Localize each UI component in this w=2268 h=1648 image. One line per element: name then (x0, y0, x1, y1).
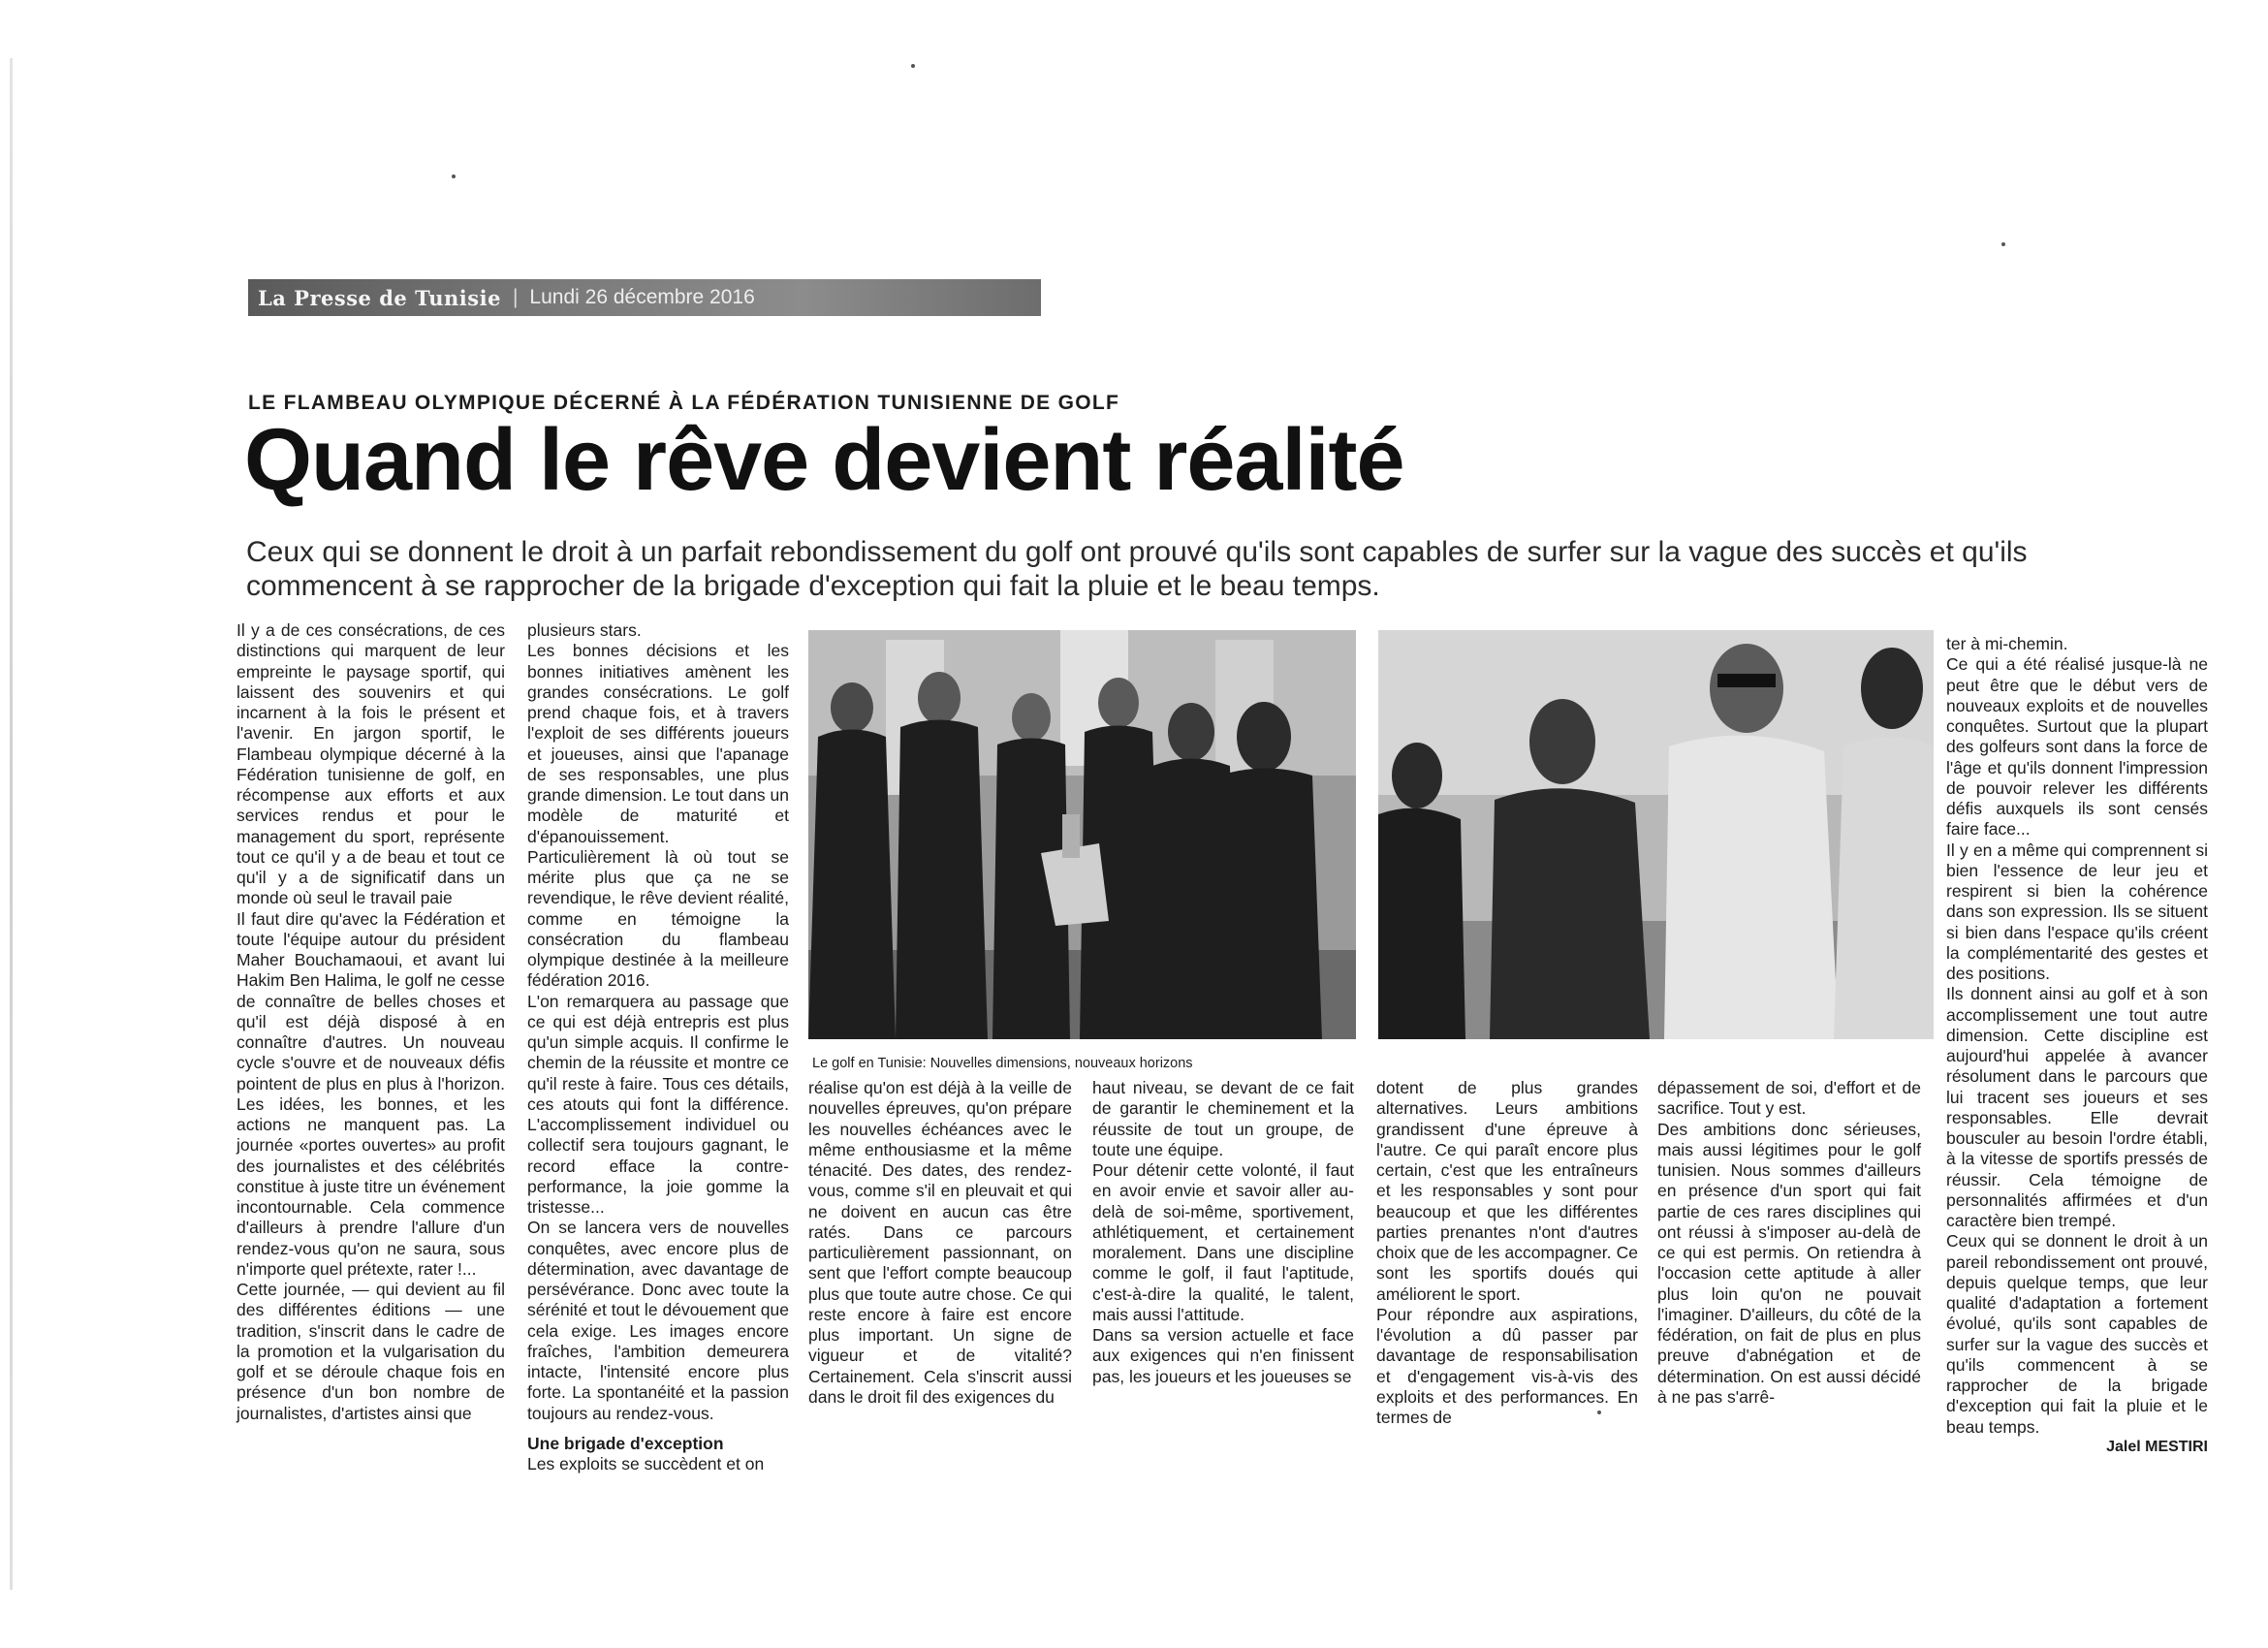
subheading: Une brigade d'exception (527, 1433, 724, 1453)
text-column-5 (1376, 1078, 1638, 1427)
paragraph: plusieurs stars. (527, 620, 642, 640)
paragraph: Il y a de ces consécrations, de ces distinctions qui marquent de leur empreinte le paysage sportif, qui laissent des souvenirs et qui incarnent à la fois le présent et l'avenir. En jargon sportif, le Flambeau olympique décerné à la Fédération tunisienne de golf, en récompense aux efforts et aux services rendus et pour le management du sport, représente tout ce qu'il y a de beau et tout ce qu'il y a de significatif dans un monde où seul le travail paie (236, 620, 505, 908)
paragraph: Des ambitions donc sérieuses, mais aussi légitimes pour le golf tunisien. Nous sommes d'ailleurs en présence d'un sport qui fait partie de ces rares disciplines qui ont réussi à s'imposer au-delà de ce qui est permis. On retiendra à l'occasion cette aptitude à aller plus loin qu'on ne pouvait l'imaginer. D'ailleurs, du côté de la fédération, on fait de plus en plus preuve d'abnégation et de détermination. On est aussi décidé à ne pas s'arrê- (1657, 1119, 1921, 1407)
paragraph: Ceux qui se donnent le droit à un pareil rebondissement ont prouvé, depuis quelque temps, que leur qualité d'adaptation a fortement évolué, qu'ils sont capables de surfer sur la vague des succès et qu'ils commencent à se rapprocher de la brigade d'exception qui fait la pluie et le beau temps. (1946, 1231, 2208, 1437)
article-kicker: LE FLAMBEAU OLYMPIQUE DÉCERNÉ À LA FÉDÉRATION TUNISIENNE DE GOLF (248, 392, 1120, 414)
newspaper-name: La Presse de Tunisie (258, 285, 501, 310)
photo-golfers (1378, 630, 1934, 1039)
scan-speck (452, 174, 456, 178)
text-column-3 (808, 1078, 1072, 1407)
paragraph: Dans sa version actuelle et face aux exigences qui n'en finissent pas, les joueurs et les joueuses se (1092, 1325, 1354, 1386)
text-column-4 (1092, 1078, 1354, 1386)
paragraph: Cette journée, — qui devient au fil des différentes éditions — une tradition, s'inscrit dans le cadre de la promotion et la vulgarisation du golf et se déroule chaque fois en présence d'un bon nombre de journalistes, d'artistes ainsi que (236, 1280, 505, 1423)
paragraph: Pour répondre aux aspirations, l'évolution a dû passer par davantage de responsabilisation et d'engagement vis-à-vis des exploits et des performances. En termes de (1376, 1304, 1638, 1427)
article-headline: Quand le rêve devient réalité (244, 412, 1404, 509)
article-lead: Ceux qui se donnent le droit à un parfait rebondissement du golf ont prouvé qu'ils sont capables de surfer sur la vague des succès et qu'ils commencent à se rapprocher de la brigade d'exception qui fait la pluie et le beau temps. (246, 536, 2028, 603)
text-column-6 (1657, 1078, 1921, 1407)
paragraph: Il faut dire qu'avec la Fédération et toute l'équipe autour du président Maher Bouchamaoui, et avant lui Hakim Ben Halima, le golf ne cesse de connaître de belles choses et qu'il est déjà disposé à en connaître d'autres. Un nouveau cycle s'ouvre et de nouveaux défis pointent de plus en plus à l'horizon. Les idées, les bonnes, et les actions ne manquent pas. La journée «portes ouvertes» au profit des journalistes et des célébrités constitue à juste titre un événement incontournable. Cela commence d'ailleurs à prendre l'allure d'un rendez-vous qu'on ne saura, sous n'importe quel prétexte, rater !... (236, 908, 505, 1279)
paragraph: dotent de plus grandes alternatives. Leurs ambitions grandissent d'une épreuve à l'autre. Ce qui paraît encore plus certain, c'est que les entraîneurs et les responsables y sont pour beaucoup et que les différentes parties prenantes n'ont d'autres choix que de les accompagner. Ce sont les sportifs doués qui améliorent le sport. (1376, 1078, 1638, 1304)
text-column-7 (1946, 634, 2208, 1455)
masthead-separator: | (512, 286, 519, 308)
paragraph: Il y en a même qui comprennent si bien l'essence de leur jeu et respirent si bien la cohérence dans son expression. Ils se situent si bien dans l'espace qu'ils créent la complémentarité des gestes et des positions. (1946, 840, 2208, 983)
issue-date: Lundi 26 décembre 2016 (529, 286, 755, 308)
masthead-banner (248, 279, 1041, 316)
author-signature: Jalel MESTIRI (2106, 1438, 2208, 1455)
scan-speck (2001, 242, 2005, 246)
paragraph: On se lancera vers de nouvelles conquêtes, avec encore plus de détermination, avec davantage de persévérance. Donc avec toute la sérénité et tout le dévouement que cela exige. Les images encore fraîches, l'ambition demeurera intacte, l'intensité encore plus forte. La spontanéité et la passion toujours au rendez-vous. (527, 1218, 789, 1423)
paragraph: Ce qui a été réalisé jusque-là ne peut être que le début vers de nouveaux exploits et de nouvelles conquêtes. Surtout que la plupart des golfeurs sont dans la force de l'âge et qu'ils donnent l'impression de pouvoir relever les différents défis auxquels ils sont censés faire face... (1946, 654, 2208, 840)
photo-caption: Le golf en Tunisie: Nouvelles dimensions, nouveaux horizons (812, 1056, 1193, 1071)
text-column-2 (527, 620, 789, 1474)
photo-trophy-group (808, 630, 1356, 1039)
text-column-1 (236, 620, 505, 1423)
paragraph: Les bonnes décisions et les bonnes initiatives amènent les grandes consécrations. Le golf prend chaque fois, et à travers l'exploit de ses différents joueurs et joueuses, ainsi que l'apanage de ses responsables, une plus grande dimension. Le tout dans un modèle de maturité et d'épanouissement. Particulièrement là où tout se mérite plus que ça ne se revendique, le rêve devient réalité, comme en témoigne la consécration du flambeau olympique destinée à la meilleure fédération 2016. (527, 641, 789, 991)
paragraph: réalise qu'on est déjà à la veille de nouvelles épreuves, qu'on prépare les nouvelles échéances avec le même enthousiasme et la même ténacité. Des dates, des rendez-vous, comme s'il en pleuvait et qui ne doivent en aucun cas être ratés. Dans ce parcours particulièrement passionnant, on sent que l'effort compte beaucoup plus que toute autre chose. Ce qui reste encore à faire est encore plus important. Un signe de vigueur et de vitalité? Certainement. Cela s'inscrit aussi dans le droit fil des exigences du (808, 1078, 1072, 1407)
paragraph: Ils donnent ainsi au golf et à son accomplissement une tout autre dimension. Cette discipline est aujourd'hui appelée à avancer résolument dans le parcours que lui tracent ses joueurs et ses responsables. Elle devrait bousculer au besoin l'ordre établi, à la vitesse de sportifs pressés de réussir. Cela témoigne de personnalités affirmées et d'un caractère bien trempé. (1946, 984, 2208, 1230)
paragraph: Les exploits se succèdent et on (527, 1454, 765, 1474)
scan-speck (911, 64, 915, 68)
paragraph: haut niveau, se devant de ce fait de garantir le cheminement et la réussite de tout un groupe, de toute une équipe. (1092, 1078, 1354, 1159)
scan-edge (10, 58, 13, 1590)
paragraph: Pour détenir cette volonté, il faut en avoir envie et savoir aller au-delà de soi-même, sportivement, athlétiquement, et certainement moralement. Dans une discipline comme le golf, il faut l'aptitude, c'est-à-dire la qualité, le talent, mais aussi l'attitude. (1092, 1160, 1354, 1324)
paragraph: dépassement de soi, d'effort et de sacrifice. Tout y est. (1657, 1078, 1921, 1119)
paragraph: ter à mi-chemin. (1946, 634, 2068, 653)
paragraph: L'on remarquera au passage que ce qui est déjà entrepris est plus qu'un simple acquis. Il confirme le chemin de la réussite et montre ce qu'il reste à faire. Tous ces détails, ces atouts qui font la différence. L'accomplissement individuel ou collectif sera toujours gagnant, le record efface la contre-performance, la joie gomme la tristesse... (527, 991, 789, 1217)
